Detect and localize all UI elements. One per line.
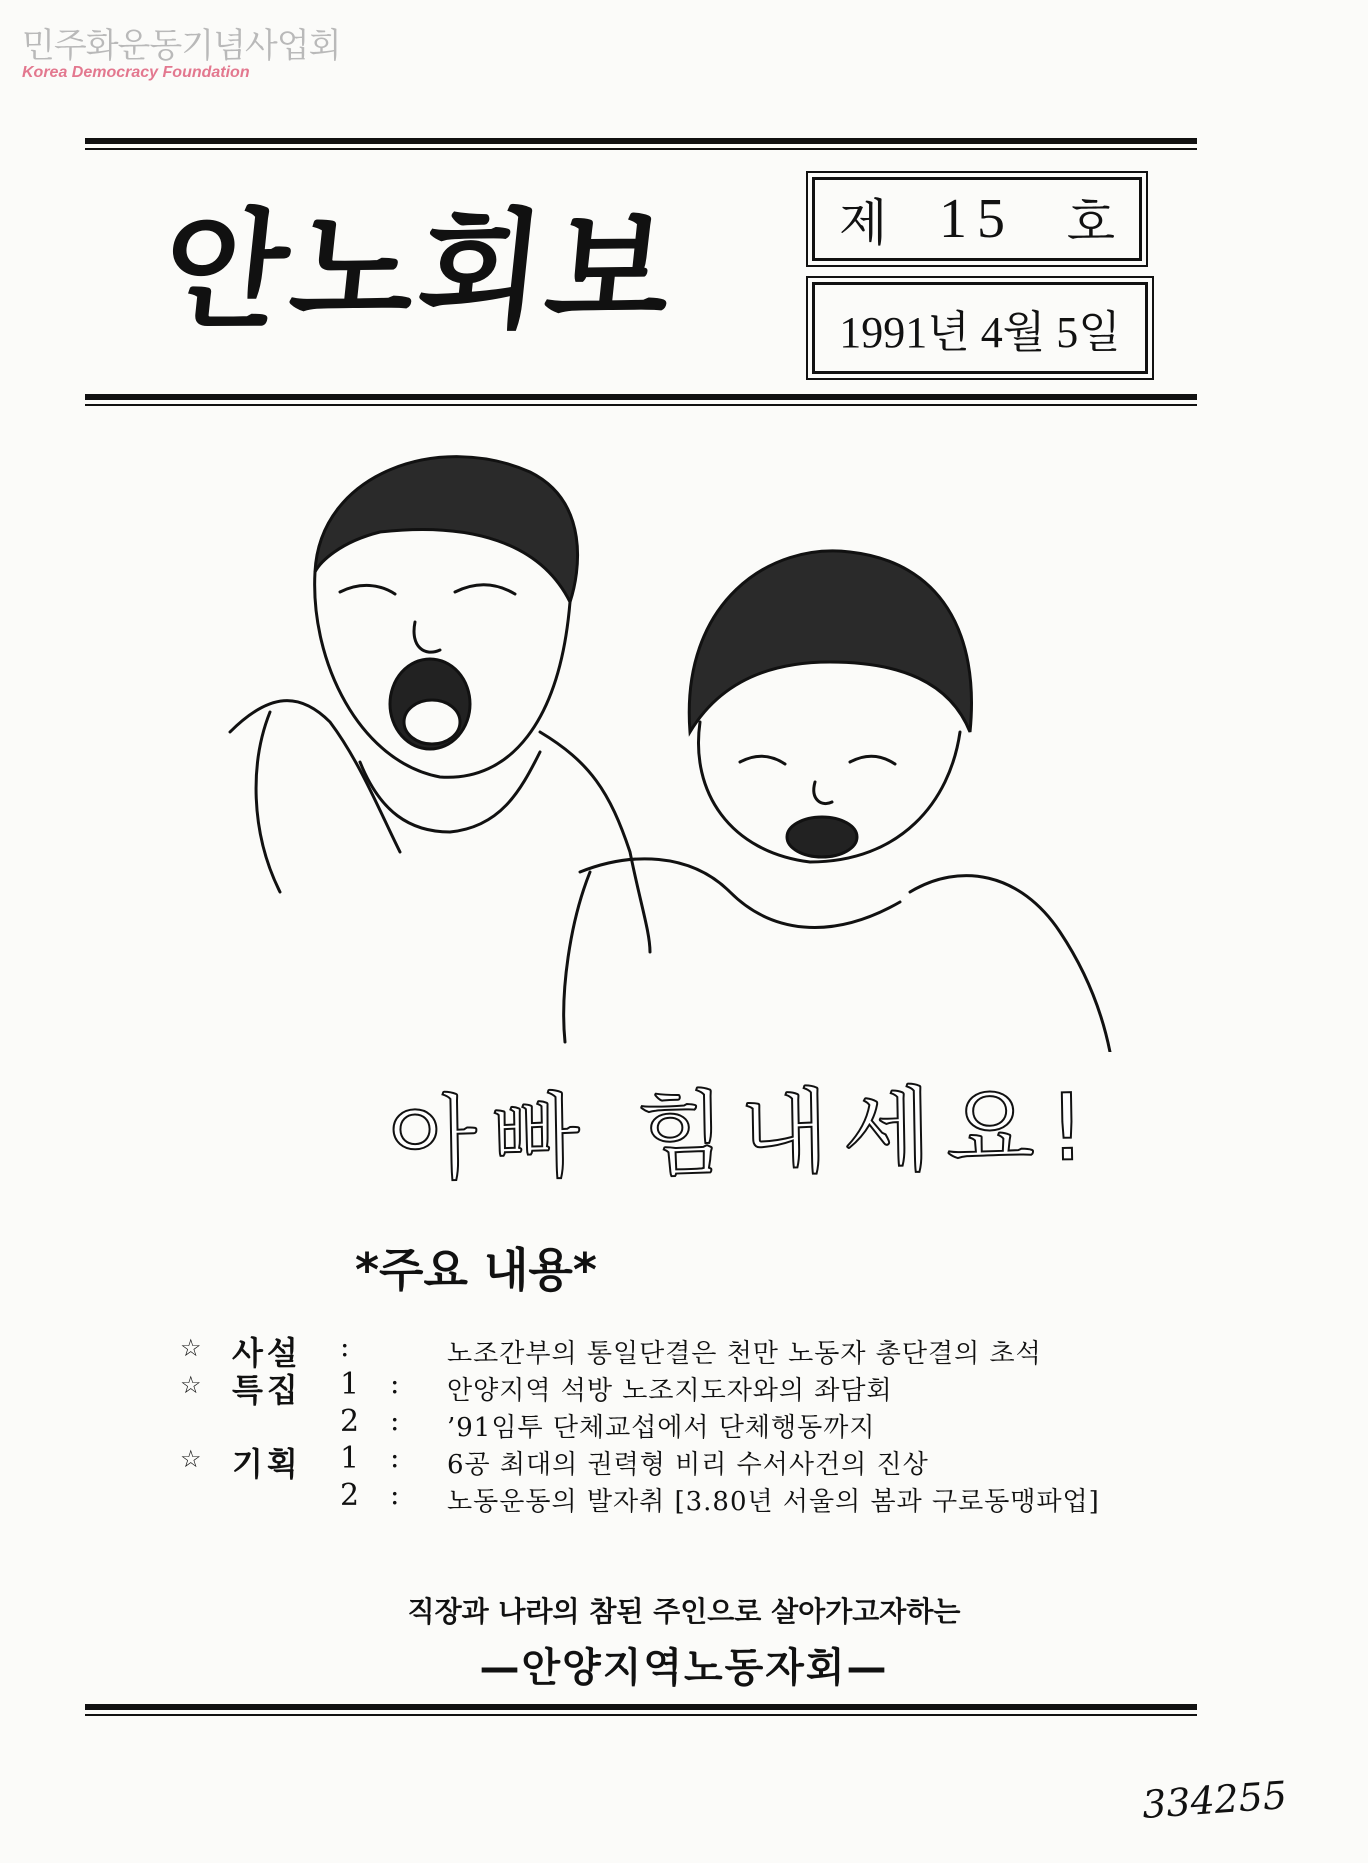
left-child-eye-right [455,585,515,594]
footer-tagline: 직장과 나라의 참된 주인으로 살아가고자하는 [407,1595,961,1628]
watermark-korean: 민주화운동기념사업회 [22,26,341,66]
top-rule [85,138,1197,150]
toc-row [180,1406,1230,1443]
toc-number: 1 [340,1441,360,1476]
table-of-contents [180,1332,1230,1517]
toc-item-text: ’91임투 단체교섭에서 단체행동까지 [447,1413,876,1443]
toc-item-text: 노동운동의 발자취 [3.80년 서울의 봄과 구로동맹파업] [447,1487,1100,1517]
left-child-hair [315,457,578,602]
right-child-nose [814,782,832,804]
issue-suffix: 호 [1066,194,1115,252]
issue-number-box [812,177,1142,261]
issue-date: 1991년 4월 5일 [839,308,1121,357]
right-child-eye-right [850,756,895,764]
left-child-nose [414,622,440,652]
organization-name: —안양지역노동자회— [479,1645,889,1691]
toc-colon: : [390,1367,400,1400]
toc-number: 1 [340,1367,360,1402]
toc-row [180,1441,1230,1483]
toc-colon: : [340,1330,350,1363]
issue-number: 15 [939,188,1015,250]
toc-row [180,1330,1230,1372]
toc-item-text: 6공 최대의 권력형 비리 수서사건의 진상 [447,1450,929,1480]
toc-number: 2 [340,1478,360,1513]
toc-item-text: 노조간부의 통일단결은 천만 노동자 총단결의 초석 [447,1339,1042,1369]
toc-number: 2 [340,1404,360,1439]
bottom-rule [85,1704,1197,1716]
archive-number: 334255 [1140,1772,1289,1828]
right-child-eye-left [740,756,785,764]
toc-category: 기획 [232,1445,302,1483]
left-child-eye-left [340,585,395,594]
issue-date-box [812,282,1148,374]
cover-slogan: 아빠 힘내세요! [387,1073,1101,1194]
toc-row [180,1367,1230,1409]
toc-row [180,1480,1230,1517]
issue-prefix: 제 [839,194,888,252]
toc-colon: : [390,1478,400,1511]
masthead-title: 안노회보 [155,197,683,346]
toc-item-text: 안양지역 석방 노조지도자와의 좌담회 [447,1376,893,1406]
star-icon: ☆ [180,1371,202,1399]
toc-category: 사설 [232,1334,302,1372]
watermark-english: Korea Democracy Foundation [22,64,250,81]
toc-category: 특집 [232,1371,302,1409]
right-child-hair [689,551,971,732]
right-child-mouth [787,817,857,857]
star-icon: ☆ [180,1334,202,1362]
children-illustration [210,432,1160,1052]
toc-colon: : [390,1441,400,1474]
right-child-jacket [580,859,1110,1052]
toc-colon: : [390,1404,400,1437]
masthead-bottom-rule [85,394,1197,406]
star-icon: ☆ [180,1445,202,1473]
contents-title: *주요 내용* [355,1243,597,1297]
